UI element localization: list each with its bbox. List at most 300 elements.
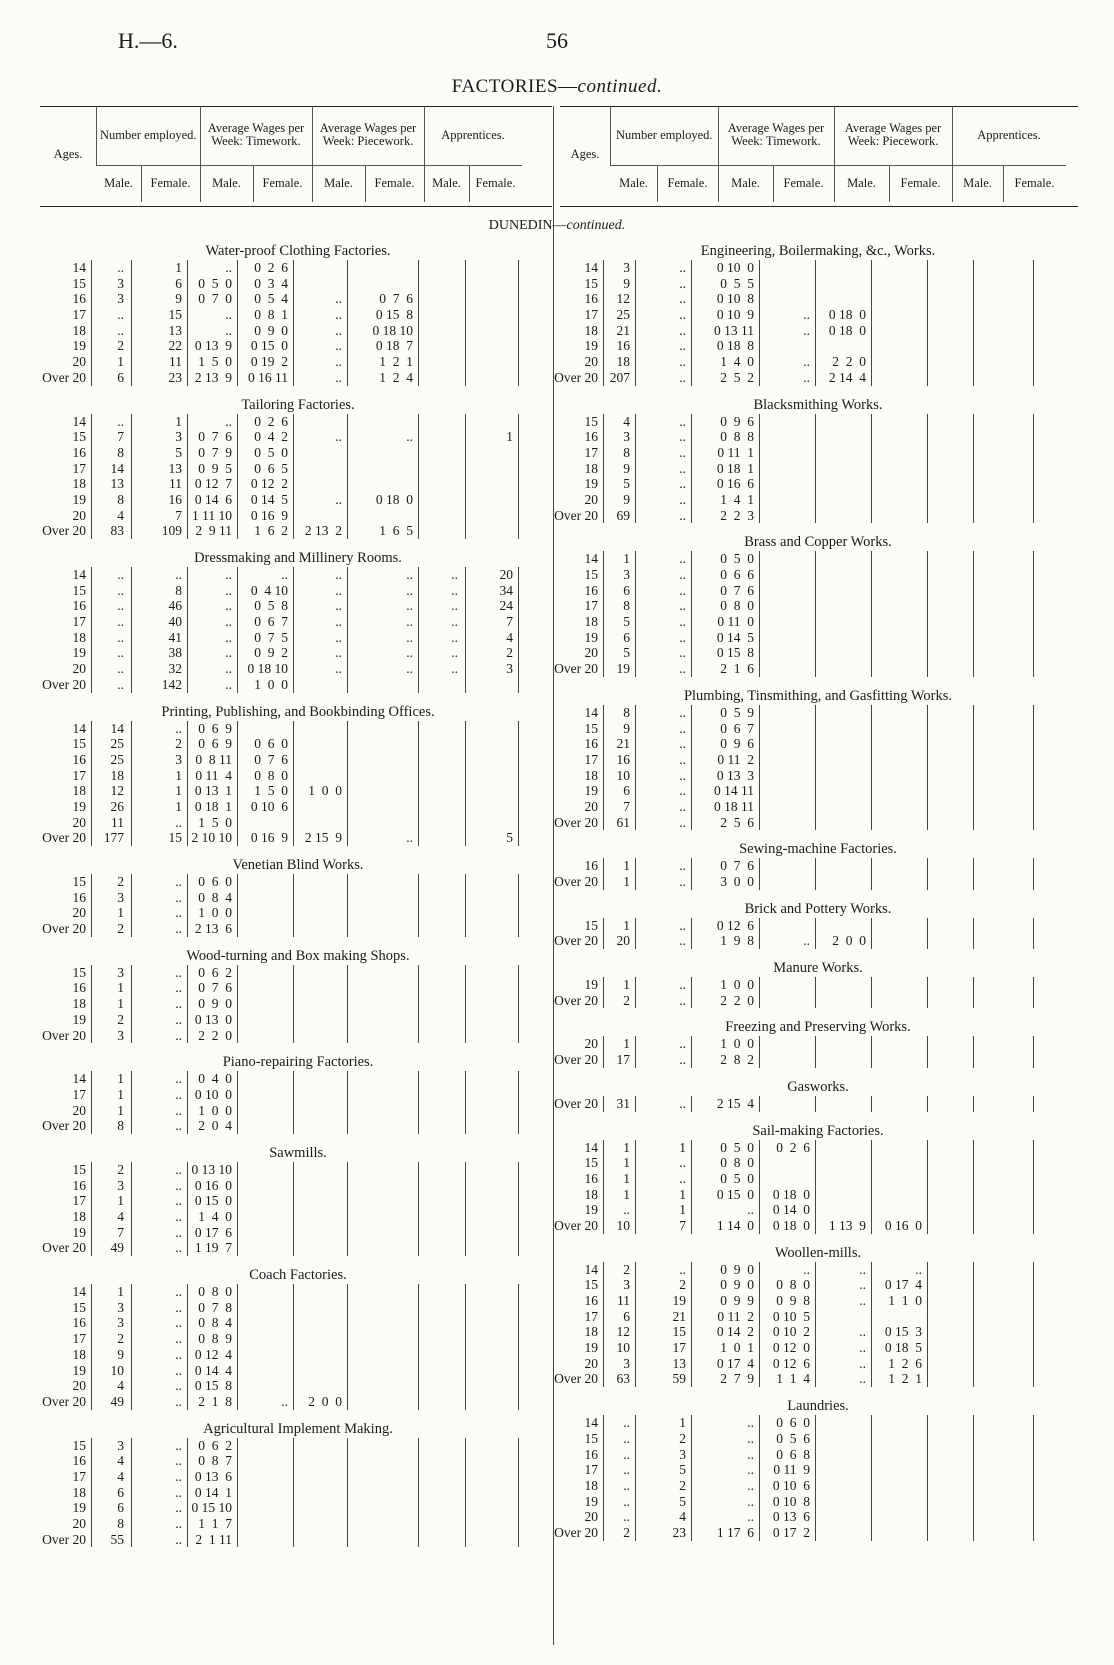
table-section (38, 242, 558, 386)
table-row (554, 814, 1078, 831)
age-cell: 20 (584, 1036, 598, 1052)
male-timework-cell: .. (747, 1430, 754, 1446)
male-timework-cell: 0 14 4 (194, 1362, 232, 1378)
female-piecework-cell: 0 7 6 (379, 291, 413, 307)
male-timework-cell: 0 12 6 (716, 917, 754, 933)
column-rule (518, 874, 519, 937)
female-timework-cell: 0 5 8 (254, 598, 288, 614)
male-timework-cell: 0 5 9 (720, 704, 754, 720)
male-timework-cell: 0 6 2 (198, 964, 232, 980)
female-employed-cell: .. (175, 1531, 182, 1547)
female-apprentice-cell: 7 (506, 614, 513, 630)
age-cell: Over 20 (554, 1371, 598, 1387)
male-employed-cell: 1 (623, 1036, 630, 1052)
male-piecework-cell: 2 0 0 (308, 1393, 342, 1409)
male-timework-cell: 0 15 0 (194, 1193, 232, 1209)
table-section (554, 1018, 1078, 1068)
female-timework-cell: 0 5 4 (254, 291, 288, 307)
female-timework-cell: 1 5 0 (254, 783, 288, 799)
male-piecework-cell: .. (335, 582, 342, 598)
column-rule (871, 977, 872, 1008)
male-employed-cell: 3 (117, 889, 124, 905)
column-rule (635, 260, 636, 386)
age-cell: 14 (72, 1284, 86, 1300)
male-employed-cell: 2 (623, 1261, 630, 1277)
female-timework-cell: .. (803, 369, 810, 385)
male-employed-cell: 25 (110, 751, 124, 767)
female-employed-cell: .. (679, 874, 686, 889)
table-row (38, 1284, 558, 1300)
female-timework-cell: .. (803, 307, 810, 323)
table-row (558, 1462, 1078, 1478)
female-timework-cell: 0 14 5 (250, 491, 288, 507)
table-row (558, 291, 1078, 307)
male-timework-cell: 0 11 1 (717, 444, 754, 460)
column-rule (691, 858, 692, 889)
male-employed-cell: 3 (117, 275, 124, 291)
column-rule (927, 918, 928, 949)
column-rule (1033, 1262, 1034, 1388)
male-employed-cell: 1 (117, 1071, 124, 1087)
age-cell: 14 (72, 413, 86, 429)
female-employed-cell: .. (175, 996, 182, 1012)
male-employed-cell: 1 (623, 858, 630, 874)
age-cell: Over 20 (42, 369, 86, 385)
female-employed-cell: 2 (175, 736, 182, 752)
age-cell: 14 (584, 704, 598, 720)
female-employed-cell: 15 (168, 830, 182, 846)
column-rule (518, 721, 519, 847)
male-timework-cell: .. (225, 567, 232, 582)
table-row (38, 905, 558, 921)
section-title: Blacksmithing Works. (753, 396, 883, 413)
male-subheader: Male. (200, 165, 253, 202)
male-employed-cell: 25 (110, 736, 124, 752)
female-employed-cell: .. (175, 1284, 182, 1300)
table-row (554, 1524, 1078, 1541)
female-employed-cell: .. (679, 704, 686, 720)
male-piecework-cell: .. (335, 645, 342, 661)
section-title: Coach Factories. (249, 1267, 347, 1284)
male-timework-cell: 0 8 0 (720, 1155, 754, 1171)
male-timework-cell: 1 4 0 (720, 354, 754, 370)
table-row (558, 1324, 1078, 1340)
table-row (38, 598, 558, 614)
female-employed-cell: 1 (679, 1139, 686, 1155)
section-rows (554, 1139, 1078, 1234)
male-employed-cell: 11 (111, 814, 124, 830)
section-title: Dressmaking and Millinery Rooms. (194, 550, 402, 566)
male-employed-cell: .. (623, 1509, 630, 1525)
age-cell: 18 (72, 629, 86, 645)
female-timework-cell: 0 12 2 (250, 476, 288, 492)
female-piecework-cell: 0 18 10 (372, 322, 413, 338)
column-rule (1033, 918, 1034, 949)
column-rule (603, 414, 604, 524)
table-row (554, 507, 1078, 524)
table-row (38, 323, 558, 339)
male-employed-cell: 1 (117, 905, 124, 921)
column-rule (759, 1140, 760, 1234)
male-employed-cell: 4 (117, 1209, 124, 1224)
female-timework-cell: 0 8 0 (776, 1277, 810, 1293)
column-rule (131, 1284, 132, 1410)
table-row (38, 1532, 558, 1548)
column-rule (973, 918, 974, 949)
male-employed-cell: 11 (617, 1293, 630, 1308)
male-employed-cell: 14 (110, 460, 124, 476)
male-subheader: Male. (952, 165, 1003, 202)
male-employed-cell: 1 (117, 1284, 124, 1300)
column-rule (237, 260, 238, 386)
female-timework-cell: 0 13 6 (772, 1509, 810, 1525)
female-piecework-cell: .. (406, 614, 413, 630)
male-timework-cell: 0 6 7 (720, 720, 754, 736)
column-rule (973, 858, 974, 889)
column-rule (759, 1415, 760, 1541)
male-piecework-cell: .. (859, 1277, 866, 1293)
column-rule (293, 260, 294, 386)
column-rule (187, 260, 188, 386)
column-rule (131, 874, 132, 937)
male-timework-cell: 0 8 4 (198, 889, 232, 905)
column-rule (237, 1284, 238, 1410)
table-row (38, 260, 558, 276)
female-employed-cell: .. (175, 1362, 182, 1378)
male-employed-cell: 1 (117, 996, 124, 1012)
table-row (558, 1277, 1078, 1293)
column-rule (1033, 551, 1034, 677)
age-cell: 17 (72, 767, 86, 783)
age-cell: 15 (584, 1430, 598, 1446)
female-employed-cell: 40 (168, 614, 182, 630)
female-employed-cell: 3 (175, 429, 182, 445)
male-timework-cell: 2 15 4 (716, 1095, 754, 1111)
male-employed-cell: .. (117, 322, 124, 338)
column-rule (187, 1071, 188, 1134)
column-rule (815, 551, 816, 677)
age-cell: 18 (72, 1346, 86, 1362)
table-row (558, 799, 1078, 815)
male-piecework-cell: .. (335, 629, 342, 645)
section-gap (38, 1256, 558, 1266)
male-piecework-cell: .. (859, 1355, 866, 1371)
male-timework-cell: 0 16 0 (194, 1177, 232, 1193)
age-cell: 14 (72, 567, 86, 582)
table-row (38, 1347, 558, 1363)
column-rule (1033, 858, 1034, 889)
male-timework-cell: .. (747, 1415, 754, 1431)
table-row (38, 874, 558, 890)
section-title: Brick and Pottery Works. (744, 900, 892, 917)
male-employed-cell: .. (117, 645, 124, 661)
column-rule (347, 1284, 348, 1410)
female-employed-cell: .. (679, 767, 686, 783)
column-rule (927, 1140, 928, 1234)
table-section (554, 1397, 1078, 1541)
age-cell: Over 20 (42, 1393, 86, 1409)
age-cell: Over 20 (42, 830, 86, 846)
female-employed-cell: 1 (175, 798, 182, 814)
male-employed-cell: 1 (623, 1170, 630, 1186)
age-cell: 20 (72, 905, 86, 921)
column-rule (871, 1096, 872, 1112)
male-subheader: Male. (97, 165, 142, 202)
table-row (558, 1202, 1078, 1218)
number-employed-header: Number employed. (97, 106, 201, 165)
male-employed-cell: 17 (616, 1052, 630, 1068)
female-piecework-cell: 0 18 5 (884, 1340, 922, 1356)
female-employed-cell: 6 (175, 275, 182, 291)
male-employed-cell: .. (117, 629, 124, 645)
apprentices-header: Apprentices. (424, 106, 522, 165)
timework-header: Average Wages per Week: Timework. (200, 106, 312, 165)
column-rule (347, 1071, 348, 1134)
female-employed-cell: .. (175, 964, 182, 980)
female-employed-cell: 16 (168, 491, 182, 507)
age-cell: Over 20 (554, 992, 598, 1008)
section-rows (38, 567, 558, 693)
male-employed-cell: 63 (616, 1371, 630, 1387)
female-employed-cell: 19 (672, 1293, 686, 1308)
page-title (0, 76, 1114, 98)
female-employed-cell: 13 (672, 1355, 686, 1371)
column-rule (518, 260, 519, 386)
male-timework-cell: 0 6 0 (198, 874, 232, 889)
age-cell: Over 20 (42, 1027, 86, 1043)
male-employed-cell: 2 (623, 1524, 630, 1540)
male-timework-cell: .. (225, 307, 232, 323)
female-timework-cell: 0 10 8 (772, 1493, 810, 1509)
column-rule (759, 977, 760, 1008)
column-rule (418, 414, 419, 540)
female-employed-cell: .. (679, 917, 686, 933)
column-header-table (40, 106, 522, 202)
male-timework-cell: .. (225, 614, 232, 630)
age-cell: 14 (72, 1071, 86, 1087)
male-employed-cell: .. (623, 1493, 630, 1509)
female-employed-cell: .. (175, 980, 182, 996)
male-timework-cell: 1 11 10 (192, 507, 232, 523)
male-employed-cell: 3 (117, 1027, 124, 1043)
female-timework-cell: 0 6 7 (254, 614, 288, 630)
column-rule (635, 977, 636, 1008)
column-rule (418, 874, 419, 937)
female-employed-cell: .. (679, 1155, 686, 1171)
column-rule (518, 414, 519, 540)
female-timework-cell: 0 10 2 (772, 1324, 810, 1340)
age-cell: 16 (72, 291, 86, 307)
column-rule (691, 1096, 692, 1112)
age-cell: 14 (72, 720, 86, 736)
male-apprentice-cell: .. (451, 661, 458, 677)
column-rule (973, 1096, 974, 1112)
male-timework-cell: 0 11 0 (717, 614, 754, 630)
table-row (558, 721, 1078, 737)
column-rule (465, 1071, 466, 1134)
section-gap (38, 1547, 558, 1557)
female-employed-cell: 15 (168, 307, 182, 323)
age-cell: 17 (72, 1331, 86, 1347)
column-rule (131, 721, 132, 847)
male-employed-cell: 14 (110, 720, 124, 736)
male-employed-cell: 6 (623, 1308, 630, 1324)
age-cell: 17 (72, 307, 86, 323)
table-section (554, 396, 1078, 524)
female-employed-cell: .. (175, 1453, 182, 1469)
age-cell: Over 20 (554, 1095, 598, 1111)
male-timework-cell: 0 9 0 (198, 996, 232, 1012)
female-apprentice-cell: 20 (499, 567, 513, 582)
column-rule (603, 1415, 604, 1541)
female-employed-cell: 46 (168, 598, 182, 614)
section-gap (38, 1134, 558, 1144)
column-rule (871, 1262, 872, 1388)
female-employed-cell: .. (679, 338, 686, 354)
female-employed-cell: .. (175, 1346, 182, 1362)
female-piecework-cell: 1 2 4 (379, 369, 413, 385)
male-apprentice-cell: .. (451, 582, 458, 598)
age-cell: 16 (584, 858, 598, 874)
male-timework-cell: 0 14 1 (194, 1484, 232, 1500)
table-row (38, 338, 558, 354)
male-timework-cell: .. (747, 1493, 754, 1509)
column-rule (465, 414, 466, 540)
male-timework-cell: 0 7 0 (198, 291, 232, 307)
column-rule (691, 260, 692, 386)
female-employed-cell: .. (679, 1261, 686, 1277)
table-row (558, 461, 1078, 477)
column-rule (927, 1262, 928, 1388)
male-piecework-cell: 2 15 9 (304, 830, 342, 846)
male-timework-cell: 0 18 8 (716, 338, 754, 354)
male-timework-cell: 0 13 11 (714, 322, 754, 338)
column-rule (759, 858, 760, 889)
column-rule (603, 1096, 604, 1112)
female-piecework-cell: 1 1 0 (888, 1293, 922, 1308)
table-row (38, 736, 558, 752)
female-employed-cell: 59 (672, 1371, 686, 1387)
table-row (38, 1225, 558, 1241)
female-employed-cell: 11 (169, 354, 182, 370)
male-timework-cell: 0 6 2 (198, 1437, 232, 1453)
female-apprentice-cell: 3 (506, 661, 513, 677)
age-cell: 16 (72, 1315, 86, 1331)
table-row (558, 1431, 1078, 1447)
female-employed-cell: .. (679, 977, 686, 993)
age-cell: 19 (584, 1493, 598, 1509)
table-row (558, 583, 1078, 599)
table-row (558, 783, 1078, 799)
section-rows (554, 1261, 1078, 1388)
column-rule (691, 977, 692, 1008)
female-timework-cell: 0 6 8 (776, 1446, 810, 1462)
male-timework-cell: 0 10 9 (716, 307, 754, 323)
column-rule (293, 1162, 294, 1256)
age-cell: 18 (584, 460, 598, 476)
column-rule (293, 1071, 294, 1134)
section-title: Woollen-mills. (774, 1244, 862, 1261)
male-employed-cell: 12 (616, 1324, 630, 1340)
table-row (558, 445, 1078, 461)
female-piecework-cell: .. (406, 661, 413, 677)
female-employed-cell: .. (679, 507, 686, 523)
age-cell: 14 (584, 1261, 598, 1277)
female-employed-cell: 3 (679, 1446, 686, 1462)
column-rule (759, 260, 760, 386)
section-gap (38, 937, 558, 947)
age-cell: 15 (72, 964, 86, 980)
male-employed-cell: 16 (616, 751, 630, 767)
table-row (38, 429, 558, 445)
section-gap (558, 523, 1078, 533)
age-cell: Over 20 (554, 661, 598, 677)
age-cell: 19 (72, 491, 86, 507)
male-employed-cell: 1 (623, 1186, 630, 1202)
table-row (558, 1509, 1078, 1525)
female-subheader: Female. (365, 165, 424, 202)
section-rows (554, 1036, 1078, 1068)
male-timework-cell: 0 7 9 (198, 444, 232, 460)
male-timework-cell: 2 1 6 (720, 661, 754, 677)
female-timework-cell: 0 9 0 (254, 322, 288, 338)
male-timework-cell: 0 8 11 (195, 751, 232, 767)
column-rule (691, 1262, 692, 1388)
age-cell: 17 (584, 598, 598, 614)
female-employed-cell: .. (679, 751, 686, 767)
table-row (554, 1371, 1078, 1387)
female-piecework-cell: .. (406, 567, 413, 582)
male-timework-cell: 1 19 7 (194, 1240, 232, 1256)
section-rows (554, 413, 1078, 524)
table-row (558, 598, 1078, 614)
column-rule (927, 1096, 928, 1112)
male-employed-cell: 10 (616, 1340, 630, 1356)
male-employed-cell: 69 (616, 507, 630, 523)
table-row (554, 874, 1078, 890)
female-timework-cell: 1 1 4 (776, 1371, 810, 1387)
column-rule (815, 1415, 816, 1541)
column-rule (1033, 977, 1034, 1008)
column-rule (293, 567, 294, 693)
section-gap (558, 949, 1078, 959)
table-row (558, 276, 1078, 292)
column-rule (691, 1415, 692, 1541)
age-cell: 16 (72, 1177, 86, 1193)
column-rule (603, 977, 604, 1008)
column-rule (418, 1162, 419, 1256)
female-timework-cell: 0 17 2 (772, 1524, 810, 1540)
male-timework-cell: 0 13 3 (716, 767, 754, 783)
male-timework-cell: 0 15 8 (194, 1378, 232, 1394)
column-rule (927, 260, 928, 386)
column-rule (131, 260, 132, 386)
table-row (558, 752, 1078, 768)
column-rule (237, 1071, 238, 1134)
column-rule (603, 1140, 604, 1234)
piecework-header: Average Wages per Week: Piecework. (834, 106, 952, 165)
age-cell: 15 (72, 275, 86, 291)
male-employed-cell: .. (623, 1430, 630, 1446)
section-rows (554, 551, 1078, 677)
table-row (38, 1028, 558, 1044)
male-piecework-cell: 0 18 0 (828, 322, 866, 338)
female-timework-cell: 0 9 8 (776, 1293, 810, 1308)
table-row (38, 354, 558, 370)
male-employed-cell: .. (117, 260, 124, 275)
male-timework-cell: 0 9 9 (720, 1293, 754, 1308)
female-employed-cell: .. (175, 1193, 182, 1209)
